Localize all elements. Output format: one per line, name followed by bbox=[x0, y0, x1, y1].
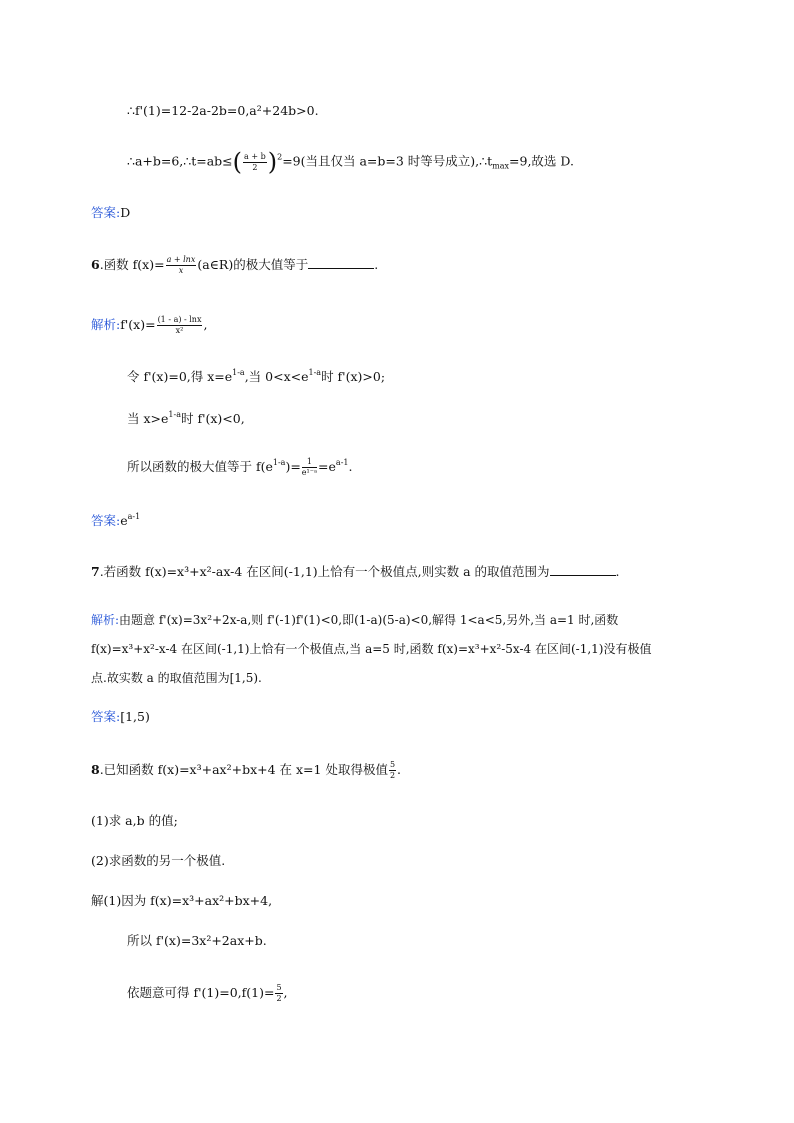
solution-6-line bbox=[91, 316, 207, 335]
math-text: f'(x)= bbox=[120, 317, 156, 332]
question-text: (a∈R)的极大值等于 bbox=[197, 257, 309, 272]
math-text: =9(当且仅当 a=b=3 时等号成立),∴t bbox=[282, 153, 493, 169]
solution-8-line bbox=[127, 984, 288, 1003]
math-text: , bbox=[283, 985, 288, 1000]
solution-8-line bbox=[127, 935, 267, 948]
superscript: 2 bbox=[277, 152, 283, 162]
question-text: . bbox=[374, 257, 379, 272]
subscript: max bbox=[492, 161, 510, 171]
math-text: 令 f'(x)=0,得 x=e bbox=[127, 369, 233, 384]
solution-7-line bbox=[91, 643, 651, 655]
fraction bbox=[166, 256, 197, 275]
math-text: ∴f'(1)=12-2a-2b=0,a²+24b>0. bbox=[127, 103, 319, 118]
math-text: ∴a+b=6,∴t=ab≤ bbox=[127, 153, 233, 169]
math-text: 时 f'(x)<0, bbox=[180, 411, 245, 426]
fraction-denominator: e¹⁻ᵃ bbox=[301, 468, 318, 477]
superscript: 1-a bbox=[308, 368, 322, 377]
paren: ) bbox=[267, 148, 278, 176]
fraction bbox=[157, 316, 203, 335]
question-text: .已知函数 f(x)=x³+ax²+bx+4 在 x=1 处取得极值 bbox=[99, 762, 388, 777]
solution-label: 解析: bbox=[91, 317, 121, 332]
answer-value: D bbox=[120, 205, 131, 220]
question-text: .若函数 f(x)=x³+x²-ax-4 在区间(-1,1)上恰有一个极值点,则实数 a 的取值范围为 bbox=[99, 564, 550, 579]
answer-line bbox=[91, 207, 130, 220]
math-text: 由题意 f'(x)=3x²+2x-a,则 f'(-1)f'(1)<0,即(1-a)(5-a)<0,解得 1<a<5,另外,当 a=1 时,函数 bbox=[119, 613, 619, 627]
question-7 bbox=[91, 565, 620, 579]
question-number: 6 bbox=[91, 257, 100, 272]
math-text: f(x)=x³+x²-x-4 在区间(-1,1)上恰有一个极值点,当 a=5 时,函数 f(x)=x³+x²-5x-4 在区间(-1,1)没有极值 bbox=[91, 642, 652, 656]
fraction-numerator: 5 bbox=[389, 760, 396, 769]
superscript: 1-a bbox=[168, 410, 181, 419]
math-text: 所以 f'(x)=3x²+2ax+b. bbox=[127, 933, 267, 948]
answer-value: [1,5) bbox=[120, 709, 150, 724]
math-text: . bbox=[348, 459, 353, 474]
fraction bbox=[389, 761, 396, 780]
solution-7-line bbox=[91, 672, 262, 684]
question-8-part-1 bbox=[91, 815, 178, 828]
fraction-numerator: a + b bbox=[244, 151, 266, 161]
answer-line bbox=[91, 513, 140, 528]
answer-value: e bbox=[120, 513, 128, 528]
fraction bbox=[302, 458, 317, 477]
question-number: 8 bbox=[91, 762, 100, 777]
solution-7-line bbox=[91, 614, 618, 626]
fraction bbox=[275, 984, 282, 1003]
fraction bbox=[243, 153, 267, 172]
question-text: . bbox=[615, 564, 620, 579]
fraction-numerator: 1 bbox=[302, 458, 317, 468]
solution-6-line bbox=[127, 369, 385, 384]
question-8-part-2 bbox=[91, 855, 225, 868]
solution-8-line bbox=[91, 895, 272, 908]
math-text: =e bbox=[318, 459, 336, 474]
answer-blank bbox=[308, 258, 374, 269]
superscript: a-1 bbox=[127, 512, 141, 521]
paren: ( bbox=[232, 148, 243, 176]
answer-label: 答案: bbox=[91, 513, 121, 528]
answer-label: 答案: bbox=[91, 709, 121, 724]
fraction-denominator: x² bbox=[175, 326, 184, 335]
solution-6-line bbox=[127, 458, 352, 477]
fraction-numerator: a + lnx bbox=[166, 255, 196, 264]
fraction-numerator: (1 - a) - lnx bbox=[157, 315, 202, 324]
solution-6-line bbox=[127, 411, 245, 426]
superscript: a-1 bbox=[335, 458, 349, 467]
answer-line bbox=[91, 711, 150, 724]
answer-label: 答案: bbox=[91, 205, 121, 220]
answer-blank bbox=[550, 565, 616, 576]
question-number: 7 bbox=[91, 564, 100, 579]
math-text: 依题意可得 f'(1)=0,f(1)= bbox=[127, 985, 275, 1000]
question-6 bbox=[91, 256, 378, 275]
superscript: 1-a bbox=[272, 458, 286, 467]
math-text: 解(1)因为 f(x)=x³+ax²+bx+4, bbox=[91, 893, 273, 908]
math-text: 点.故实数 a 的取值范围为[1,5). bbox=[91, 671, 262, 685]
math-text: 当 x>e bbox=[127, 411, 169, 426]
solution-label: 解析: bbox=[91, 613, 120, 627]
superscript: 1-a bbox=[232, 368, 245, 377]
fraction-denominator: 2 bbox=[389, 771, 396, 780]
solution-line bbox=[127, 150, 574, 174]
math-text: , bbox=[203, 317, 208, 332]
fraction-denominator: 2 bbox=[252, 162, 258, 172]
question-text: . bbox=[397, 762, 402, 777]
question-text: .函数 f(x)= bbox=[99, 257, 165, 272]
solution-line bbox=[127, 105, 319, 118]
fraction-denominator: 2 bbox=[276, 994, 282, 1003]
math-text: ,当 0<x<e bbox=[244, 369, 309, 384]
math-text: =9,故选 D. bbox=[509, 153, 574, 169]
question-8 bbox=[91, 761, 401, 780]
math-text: 时 f'(x)>0; bbox=[321, 369, 386, 384]
question-text: (1)求 a,b 的值; bbox=[91, 813, 178, 828]
question-text: (2)求函数的另一个极值. bbox=[91, 853, 226, 868]
math-text: )= bbox=[285, 459, 301, 474]
fraction-numerator: 5 bbox=[276, 983, 282, 992]
math-text: 所以函数的极大值等于 f(e bbox=[127, 459, 273, 474]
fraction-denominator: x bbox=[178, 266, 184, 275]
